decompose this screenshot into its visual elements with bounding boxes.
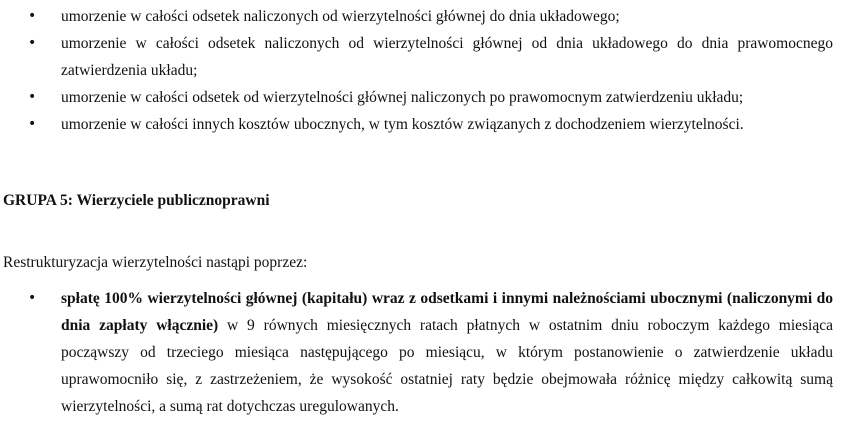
bullet-icon: • — [28, 116, 37, 132]
list-item-text: umorzenie w całości innych kosztów ubocznych, w tym kosztów związanych z dochodzeniem wierzytelności. — [61, 116, 744, 133]
list-item-text: umorzenie w całości odsetek naliczonych od wierzytelności głównej od dnia układowego do dnia prawomocnego zatwierdzenia układu; — [61, 35, 833, 79]
bullet-icon: • — [28, 8, 37, 24]
list-item-bold-text: spłatę 100% wierzytelności głównej (kapitału) wraz z odsetkami i innymi należnościami ubocznymi (naliczonymi do dnia zapłaty włącznie) — [61, 290, 833, 334]
bullet-list-odsetki — [0, 3, 833, 138]
list-item — [0, 111, 833, 138]
bullet-icon: • — [28, 89, 37, 105]
list-item-text: w 9 równych miesięcznych ratach płatnych w ostatnim dniu roboczym każdego miesiąca począwszy od trzeciego miesiąca następującego po miesiącu, w którym postanowienie o zatwierdzenie układu uprawomocniło się, z zastrzeżeniem, że wysokość ostatniej raty będzie obejmowała różnicę między całkowitą sumą wierzytelności, a sumą rat dotychczas uregulowanych. — [61, 317, 834, 415]
list-item-text: umorzenie w całości odsetek od wierzytelności głównej naliczonych po prawomocnym zatwierdzeniu układu; — [61, 89, 744, 106]
list-item-text: umorzenie w całości odsetek naliczonych od wierzytelności głównej do dnia układowego; — [61, 8, 620, 25]
section-heading: GRUPA 5: Wierzyciele publicznoprawni — [3, 192, 270, 209]
list-item — [0, 3, 833, 30]
bullet-list-restructuring — [0, 285, 833, 420]
list-item — [0, 285, 833, 420]
bullet-icon: • — [28, 290, 37, 306]
bullet-icon: • — [28, 35, 37, 51]
list-item — [0, 84, 833, 111]
list-item — [0, 30, 833, 84]
intro-paragraph: Restrukturyzacja wierzytelności nastąpi poprzez: — [3, 254, 308, 271]
